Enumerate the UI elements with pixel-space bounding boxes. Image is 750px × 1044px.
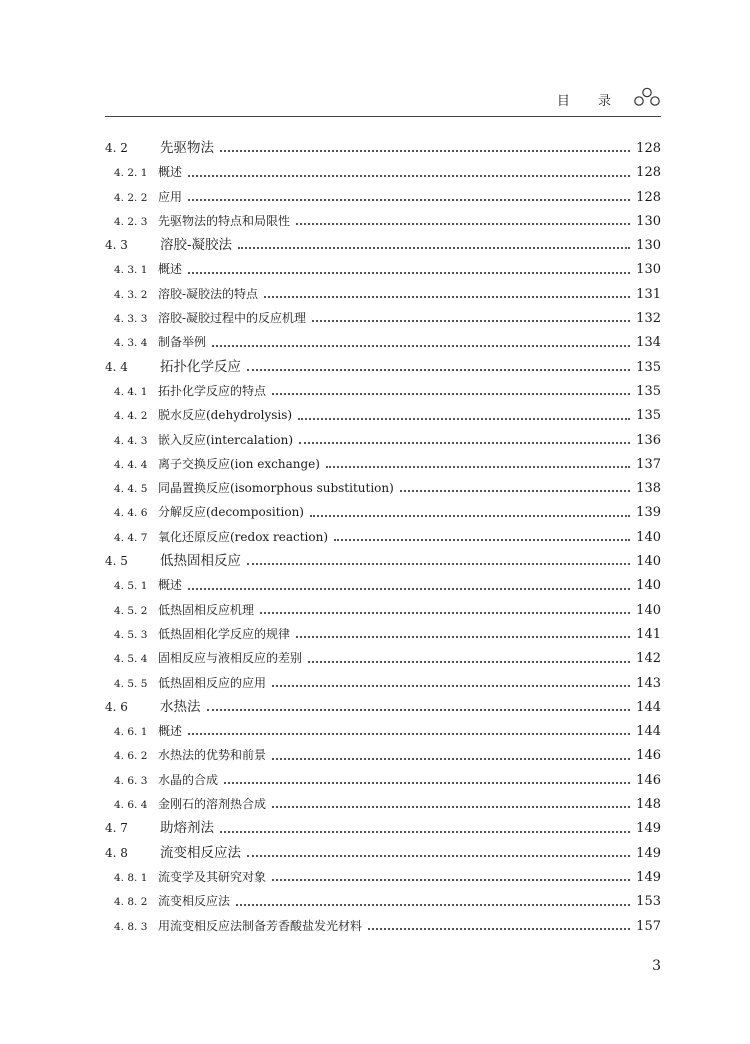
toc-entry-page: 131 xyxy=(636,286,661,302)
dot-leader xyxy=(247,563,630,565)
toc-entry-number: 4. 4. 2 xyxy=(114,410,148,423)
header-title: 目 录 xyxy=(556,94,623,109)
toc-entry-number: 4. 5 xyxy=(105,554,128,569)
toc-subsection-entry[interactable] xyxy=(105,573,661,597)
toc-entry-number: 4. 6. 3 xyxy=(114,774,148,787)
toc-entry-title: 溶胶-凝胶过程中的反应机理 xyxy=(158,311,307,326)
toc-entry-number: 4. 4 xyxy=(105,359,128,374)
toc-subsection-entry[interactable] xyxy=(105,379,661,403)
toc-subsection-entry[interactable] xyxy=(105,622,661,646)
toc-entry-title: 应用 xyxy=(158,189,183,204)
toc-subsection-entry[interactable] xyxy=(105,671,661,695)
toc-section-entry[interactable] xyxy=(105,816,661,840)
toc-entry-page: 128 xyxy=(636,189,661,205)
toc-entry-title: 概述 xyxy=(158,724,183,739)
toc-entry-title: 水晶的合成 xyxy=(158,772,219,787)
toc-subsection-entry[interactable] xyxy=(105,330,661,354)
dot-leader xyxy=(368,928,630,930)
toc-subsection-entry[interactable] xyxy=(105,865,661,889)
dot-leader xyxy=(188,272,630,274)
dot-leader xyxy=(188,588,630,590)
toc-entry-title: 流变相反应法 xyxy=(158,894,231,909)
toc-entry-number: 4. 8. 3 xyxy=(114,920,148,933)
toc-entry-number: 4. 5. 1 xyxy=(114,580,148,593)
toc-entry-number: 4. 4. 5 xyxy=(114,483,148,496)
dot-leader xyxy=(220,831,630,833)
toc-entry-title: 水热法 xyxy=(160,698,201,715)
toc-entry-number: 4. 4. 4 xyxy=(114,458,148,471)
dot-leader xyxy=(260,612,630,614)
dot-leader xyxy=(238,247,630,249)
toc-entry-number: 4. 4. 7 xyxy=(114,531,148,544)
toc-entry-title: 流变学及其研究对象 xyxy=(158,869,267,884)
toc-entry-page: 130 xyxy=(636,238,661,254)
dot-leader xyxy=(212,345,630,347)
toc-entry-page: 135 xyxy=(636,383,661,399)
toc-entry-title: 助熔剂法 xyxy=(160,820,214,837)
toc-entry-number: 4. 8. 2 xyxy=(114,896,148,909)
dot-leader xyxy=(247,855,630,857)
toc-entry-number: 4. 4. 6 xyxy=(114,507,148,520)
toc-entry-number: 4. 4. 1 xyxy=(114,385,148,398)
dot-leader xyxy=(247,369,630,371)
toc-entry-page: 128 xyxy=(636,165,661,181)
dot-leader xyxy=(298,418,630,420)
toc-entry-title: 溶胶-凝胶法的特点 xyxy=(158,286,259,301)
toc-entry-title: 溶胶-凝胶法 xyxy=(160,237,233,254)
toc-entry-title: 先驱物法的特点和局限性 xyxy=(158,213,291,228)
toc-entry-title: 嵌入反应(intercalation) xyxy=(158,432,294,447)
dot-leader xyxy=(220,150,630,152)
toc-entry-title: 金刚石的溶剂热合成 xyxy=(158,797,267,812)
toc-entry-page: 137 xyxy=(636,456,661,472)
toc-subsection-entry[interactable] xyxy=(105,525,661,549)
three-circles-icon xyxy=(633,86,661,110)
toc-entry-number: 4. 2. 2 xyxy=(114,191,148,204)
toc-entry-title: 同晶置换反应(isomorphous substitution) xyxy=(158,481,394,496)
toc-entry-number: 4. 5. 3 xyxy=(114,628,148,641)
dot-leader xyxy=(224,782,630,784)
toc-entry-title: 低热固相化学反应的规律 xyxy=(158,626,291,641)
dot-leader xyxy=(296,223,630,225)
toc-subsection-entry[interactable] xyxy=(105,768,661,792)
toc-entry-page: 141 xyxy=(636,626,661,642)
toc-entry-title: 制备举例 xyxy=(158,335,207,350)
toc-subsection-entry[interactable] xyxy=(105,500,661,524)
toc-entry-number: 4. 6. 1 xyxy=(114,726,148,739)
dot-leader xyxy=(400,490,630,492)
dot-leader xyxy=(264,296,630,298)
toc-subsection-entry[interactable] xyxy=(105,452,661,476)
toc-entry-title: 概述 xyxy=(158,262,183,277)
dot-leader xyxy=(188,199,630,201)
toc-entry-number: 4. 3 xyxy=(105,238,128,253)
toc-subsection-entry[interactable] xyxy=(105,646,661,670)
toc-entry-page: 146 xyxy=(636,748,661,764)
toc-entry-number: 4. 6 xyxy=(105,699,128,714)
toc-subsection-entry[interactable] xyxy=(105,914,661,938)
toc-entry-page: 132 xyxy=(636,311,661,327)
toc-subsection-entry[interactable] xyxy=(105,403,661,427)
toc-entry-number: 4. 2. 1 xyxy=(114,167,148,180)
toc-entry-title: 先驱物法 xyxy=(160,140,214,156)
toc-entry-page: 142 xyxy=(636,651,661,667)
dot-leader xyxy=(312,320,630,322)
toc-section-entry[interactable] xyxy=(105,355,661,379)
toc-subsection-entry[interactable] xyxy=(105,282,661,306)
toc-entry-number: 4. 5. 2 xyxy=(114,604,148,617)
toc-entry-title: 固相反应与液相反应的差别 xyxy=(158,651,303,666)
dot-leader xyxy=(326,466,630,468)
toc-section-entry[interactable] xyxy=(105,841,661,865)
toc-subsection-entry[interactable] xyxy=(105,889,661,913)
dot-leader xyxy=(299,442,630,444)
toc-entry-number: 4. 6. 4 xyxy=(114,799,148,812)
toc-entry-page: 149 xyxy=(636,845,661,861)
toc-entry-title: 水热法的优势和前景 xyxy=(158,748,267,763)
toc-entry-title: 低热固相反应机理 xyxy=(158,602,255,617)
toc-subsection-entry[interactable] xyxy=(105,476,661,500)
toc-entry-number: 4. 8. 1 xyxy=(114,871,148,884)
toc-subsection-entry[interactable] xyxy=(105,185,661,209)
dot-leader xyxy=(308,661,630,663)
toc-entry-page: 130 xyxy=(636,213,661,229)
dot-leader xyxy=(334,539,630,541)
toc-entry-number: 4. 2 xyxy=(105,141,128,155)
toc-entry-number: 4. 3. 3 xyxy=(114,313,148,326)
toc-subsection-entry[interactable] xyxy=(105,160,661,184)
toc-entry-page: 138 xyxy=(636,481,661,497)
toc-subsection-entry[interactable] xyxy=(105,719,661,743)
toc-subsection-entry[interactable] xyxy=(105,743,661,767)
dot-leader xyxy=(272,879,630,881)
dot-leader xyxy=(272,758,630,760)
toc-entry-page: 143 xyxy=(636,675,661,691)
toc-entry-page: 134 xyxy=(636,335,661,351)
toc-entry-title: 低热固相反应 xyxy=(160,553,241,570)
dot-leader xyxy=(310,515,630,517)
toc-entry-page: 149 xyxy=(636,821,661,837)
toc-entry-page: 140 xyxy=(636,602,661,618)
running-header xyxy=(105,88,661,117)
toc-subsection-entry[interactable] xyxy=(105,792,661,816)
toc-subsection-entry[interactable] xyxy=(105,209,661,233)
toc-entry-number: 4. 3. 4 xyxy=(114,337,148,350)
dot-leader xyxy=(188,175,630,177)
toc-entry-page: 144 xyxy=(636,699,661,715)
toc-entry-title: 离子交换反应(ion exchange) xyxy=(158,456,320,471)
toc-entry-page: 130 xyxy=(636,262,661,278)
toc-entry-page: 146 xyxy=(636,772,661,788)
toc-entry-page: 153 xyxy=(636,894,661,910)
toc-entry-number: 4. 7 xyxy=(105,821,128,836)
toc-entry-title: 概述 xyxy=(158,165,183,180)
toc-entry-title: 氧化还原反应(redox reaction) xyxy=(158,529,329,544)
toc-entry-page: 149 xyxy=(636,869,661,885)
toc-entry-title: 分解反应(decomposition) xyxy=(158,505,304,520)
toc-entry-number: 4. 2. 3 xyxy=(114,215,148,228)
toc-entry-title: 用流变相反应法制备芳香酸盐发光材料 xyxy=(158,918,363,933)
toc-entry-page: 157 xyxy=(636,918,661,934)
toc-entry-page: 140 xyxy=(636,578,661,594)
dot-leader xyxy=(272,806,630,808)
dot-leader xyxy=(207,709,631,711)
toc-entry-number: 4. 3. 1 xyxy=(114,264,148,277)
table-of-contents xyxy=(105,136,661,938)
toc-subsection-entry[interactable] xyxy=(105,257,661,281)
toc-section-entry[interactable] xyxy=(105,549,661,573)
toc-entry-page: 144 xyxy=(636,724,661,740)
dot-leader xyxy=(236,904,630,906)
toc-entry-page: 128 xyxy=(636,141,661,156)
toc-entry-page: 140 xyxy=(636,554,661,570)
toc-section-entry[interactable] xyxy=(105,136,661,160)
toc-entry-page: 148 xyxy=(636,797,661,813)
toc-entry-number: 4. 3. 2 xyxy=(114,288,148,301)
dot-leader xyxy=(188,733,630,735)
toc-section-entry[interactable] xyxy=(105,695,661,719)
toc-entry-page: 140 xyxy=(636,529,661,545)
toc-entry-number: 4. 5. 4 xyxy=(114,653,148,666)
toc-entry-number: 4. 6. 2 xyxy=(114,750,148,763)
toc-subsection-entry[interactable] xyxy=(105,306,661,330)
toc-entry-title: 概述 xyxy=(158,578,183,593)
toc-subsection-entry[interactable] xyxy=(105,598,661,622)
dot-leader xyxy=(296,636,630,638)
toc-entry-page: 136 xyxy=(636,432,661,448)
toc-entry-page: 135 xyxy=(636,408,661,424)
toc-entry-page: 135 xyxy=(636,359,661,375)
toc-entry-number: 4. 8 xyxy=(105,845,128,860)
toc-section-entry[interactable] xyxy=(105,233,661,257)
toc-entry-title: 拓扑化学反应的特点 xyxy=(158,383,267,398)
toc-entry-number: 4. 4. 3 xyxy=(114,434,148,447)
toc-subsection-entry[interactable] xyxy=(105,428,661,452)
toc-entry-page: 139 xyxy=(636,505,661,521)
dot-leader xyxy=(272,393,630,395)
toc-entry-title: 低热固相反应的应用 xyxy=(158,675,267,690)
toc-entry-title: 拓扑化学反应 xyxy=(160,358,241,375)
toc-entry-title: 流变相反应法 xyxy=(160,844,241,861)
dot-leader xyxy=(272,685,630,687)
toc-entry-number: 4. 5. 5 xyxy=(114,677,148,690)
toc-entry-title: 脱水反应(dehydrolysis) xyxy=(158,408,293,423)
page-number: 3 xyxy=(652,958,661,974)
